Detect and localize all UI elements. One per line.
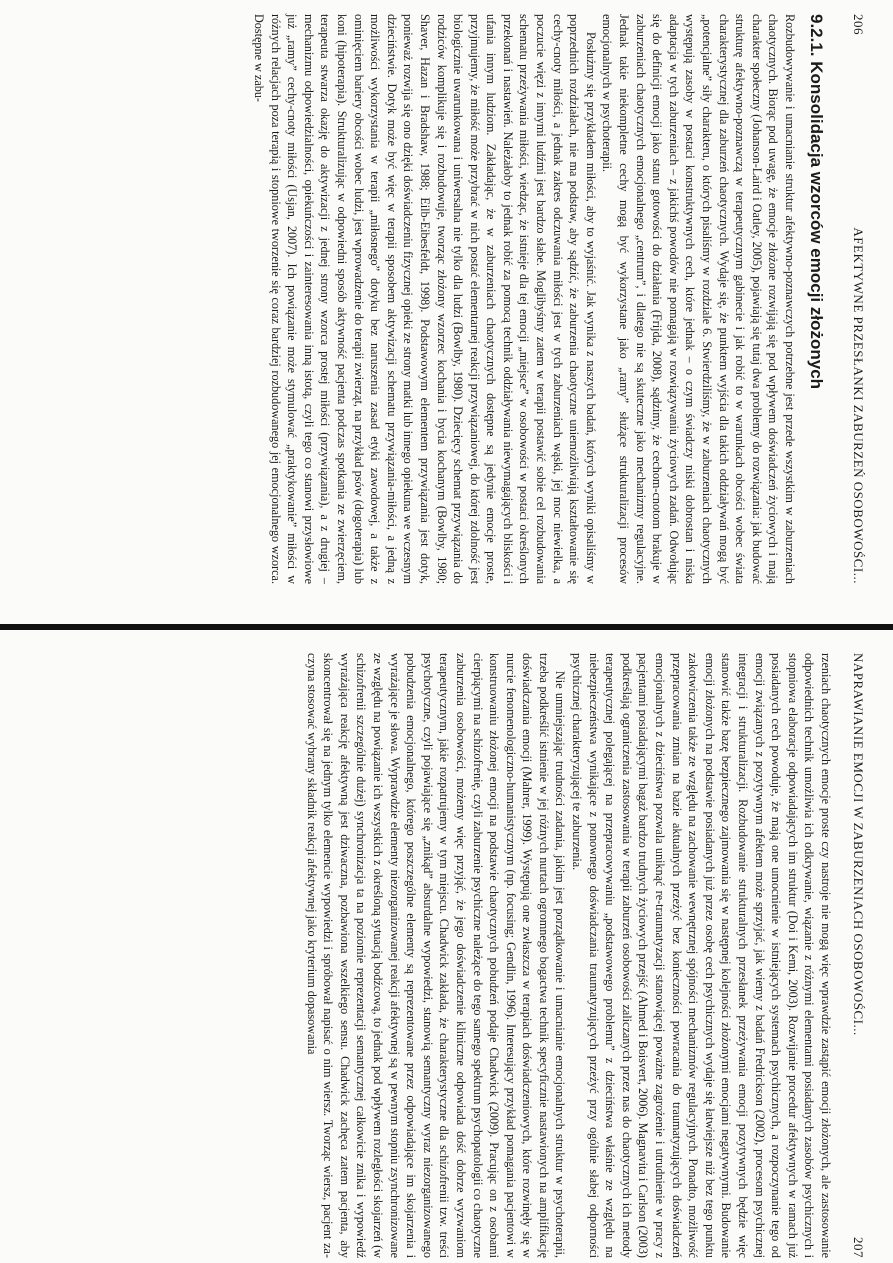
running-head-title: AFEKTYWNE PRZESŁANKI ZABURZEŃ OSOBOWOŚCI... [851,227,866,584]
body-text [250,14,798,584]
section-title: 9.2.1. Konsolidacja wzorców emocji złożonych [807,14,826,390]
page-207 [26,653,866,1258]
body-text [303,653,834,1258]
paragraph: rzeniach chaotycznych emocje proste czy nastroje nie mogą więc wprawdzie zastąpić emocji złożonych, ale zastosowanie odpowiednich technik umożliwia ich odkrywanie, wiązanie z różnymi elementami posiadanych zasobów psychicznych i stopniowa elaboracje odpowiadających im struktur (Doi i Kemi, 2003). Rozwijanie procedur afektywnych w ramach już posiadanych cech powoduje, że mają one umocnienie w istniejących systemach psychicznych, a rozpoczynanie tego od emocji związanych z pozytywnym afektem może sprzyjać, jak wiemy z badań Fredrickson (2002), procesom psychicznej integracji i strukturalizacji. Rozbudowanie strukturalnych przesłanek przeżywania emocji pozytywnych będzie więc stanowić także bazę bezpiecznego zajmowania się w następnej kolejności złożonymi emocjami negatywnymi. Budowanie emocji złożonych na podstawie posiadanych już przez osobę cech psychicznych wydaje się łatwiejsze niż bez tego punktu zakotwiczenia także ze względu na zachowanie wewnętrznej spójności mechanizmów regulacyjnych. Ponadto, możliwość przepracowania zmian na bazie aktualnych przeżyć bez konieczności powracania do traumatyzujących doświadczeń emocjonalnych z dzieciństwa pozwala uniknąć re-traumatyzacji stanowiącej poważne zagrożenie i utrudnienie w pracy z pacjentami posiadającymi bagaż bardzo trudnych życiowych przejść (Ahmed i Boisvert, 2006). Magnavita i Carlson (2003) podkreślają ograniczenia zastosowania w terapii zaburzeń osobowości zaliczanych przez nas do chaotycznych ich metody terapeutycznej polegającej na przepracowywaniu „podstawowego problemu” z dzieciństwa właśnie ze względu na niebezpieczeństwa wynikające z ponownego doświadczania traumatyzujących przeżyć przy ogólnie słabej odporności psychicznej charakteryzującej te zaburzenia. [570,653,833,1258]
page-number: 206 [851,14,866,35]
page-206 [26,14,866,584]
running-head [844,14,866,584]
running-head-title: NAPRAWIANIE EMOCJI W ZABURZENIACH OSOBOWOŚCI... [851,653,866,1036]
paragraph: Nie umniejszając trudności zadania, jakim jest porządkowanie i umacnianie emocjonalnych struktur w psychoterapii, trzeba podkreślić istnienie w jej różnych nurtach ogromnego bogactwa technik specyficznie nastawionych na amplifikację doświadczania emocji (Mahrer, 1999). Występują one zwłaszcza w terapiach doświadczeniowych, które rozwinęły się w nurcie fenomenologiczno-humanistycznym (np. focusing; Gendlin, 1996). Interesujący przykład pomagania pacjentowi w konstruowaniu złożonej emocji na podstawie chaotycznych pobudzeń podaje Chadwick (2009). Pracując on z osobami cierpiącymi na schizofrenię, czyli zaburzenie psychiczne należące do tego samego spektrum psychopatologii co chaotyczne zaburzenia osobowości, możemy więc przyjąć, że jego doświadczenie kliniczne odpowiada dość dobrze wyzwaniom terapeutycznym, jakie rozpatrujemy w tym miejscu. Chadwick zakłada, że charakterystyczne dla schizofrenii tzw. treści psychotyczne, czyli pojawiające się „znikąd” absurdalne wypowiedzi, stanowią semantyczny wyraz niezorganizowanego pobudzenia emocjonalnego, którego poszczególne elementy są reprezentowane przez odpowiadające im skojarzenia i wyrażające je słowa. Wyprawdzie elementy niezorganizowanej reakcji afektywnej są w pewnym stopniu zsynchronizowane ze względu na powiązanie ich wszystkich z określoną sytuacją bodźcową, to jednak pod wpływem rozległości skojarzeń (w schizofrenii szczególnie dużej) synchronizacja ta na poziomie reprezentacji semantycznej całkowicie znika i wypowiedź wyrażająca reakcję afektywną jest dziwaczna, pozbawiona wszelkiego sensu. Chadwick zachęca zatem pacjenta, aby skoncentrował się na jednym tylko elemencie wypowiedzi i spróbował napisać o nim wiersz. Tworząc wiersz, pacjent zaczyna stosować wybrany składnik reakcji afektywnej jako kryterium dopasowania [304,653,568,1258]
page-number: 207 [851,1237,866,1258]
paragraph: Posłużmy się przykładem miłości, aby to wyjaśnić. Jak wynika z naszych badań, których wyniki opisaliśmy w poprzednich rozdziałach, nie ma podstaw, aby sądzić, że zaburzenia chaotyczne uniemożliwiają kształtowanie się cechy-cnoty miłości, a jednak zakres odczuwania miłości jest w tych zaburzeniach wąski, jej moc niewielka, a poczucie więzi z innymi ludźmi jest bardzo słabe. Moglibyśmy zatem w terapii postawić sobie cel rozbudowania schematu przeżywania miłości, wiedząc, że istnieje dla tej emocji „miejsce” w osobowości w postaci określonych przekonań i nastawień. Należałoby to jednak robić za pomocą technik oddziaływania niewymagających bliskości i ufania innym ludziom. Zakładając, że w zaburzeniach chaotycznych dostępne są jedynie emocje proste, przyjmujemy, że miłość może przybrać w nich postać elementarnej reakcji przywiązaniowej, do której zdolność jest biologicznie uwarunkowana i uniwersalna nie tylko dla ludzi (Bowlby, 1980). Dziecięcy schemat przywiązania do rodziców komplikuje się i rozbudowuje, tworząc złożony wzorzec kochania i bycia kochanym (Bowlby, 1980; Shaver, Hazan i Bradshaw, 1988; Eilb-Eibesfeldt, 1998). Podstawowym elementem przywiązania jest dotyk, ponieważ rozwija się ono dzięki doświadczeniu fizycznej opieki ze strony matki lub innego opiekuna we wczesnym dzieciństwie. Dotyk może być więc w terapii sposobem aktywizacji schematu przywiązania-miłości, a jedną z możliwości wykorzystania w terapii „miłosnego” dotyku bez naruszenia zasad etyki zawodowej, a także z ominięciem bariery obcości wobec ludzi, jest wprowadzenie do terapii zwierząt, na przykład psów (dogoterapia) lub koni (hipoterapia). Strukturalizując w odpowiedni sposób aktywność pacjenta podczas spotkania ze zwierzęciem, terapeuta stwarza okazję do aktywizacji z jednej strony wzorca prostej miłości (przywiązania), a z drugiej – mechanizmu odpowiedzialności, opiekuńczości i zainteresowania inną istotą, czyli tego co stanowi przysłowiowe już „ramy” cechy-cnoty miłości (Usjan, 2007). Ich powiązanie może stymulować „praktykowanie” miłości w różnych relacjach poza terapią i stopniowe tworzenie się coraz bardziej rozbudowanego jej emocjonalnego wzorca. Dostępne w zabu- [252,14,598,584]
paragraph: Rozbudowywanie i umacnianie struktur afektywno-poznawczych potrzebne jest przede wszystkim w zaburzeniach chaotycznych. Biorąc pod uwagę, że emocje złożone rozwijają się pod wpływem doświadczeń życiowych i mają charakter społeczny (Johanson-Laird i Oatley, 2005), pojawiają się tutaj dwa problemy do rozwiązania: jak budować strukturę afektywno-poznawczą w terapeutycznym gabinecie i jak robić to w warunkach obcości wobec świata charakterystycznej dla zaburzeń chaotycznych. Wydaje się, że punktem wyjścia dla takich oddziaływań mogą być „potencjalne” siły charakteru, o których pisaliśmy w rozdziale 6. Stwierdziliśmy, że w zaburzeniach chaotycznych występują zasoby w postaci konstruktywnych cech, które jednak – o czym świadczy niski dobrostan i niska adaptacja w tych zaburzeniach – z jakichś powodów nie pomagają w rozwiązywaniu życiowych zadań. Odwołując się do definicji emocji jako stanu gotowości do działania (Frijda, 2008), sądzimy, że cechom-cnotom brakuje w zaburzeniach chaotycznych emocjonalnego „centrum”, i dlatego nie są skuteczne jako mechanizmy regulacyjne. Jednak takie niekompletne cechy mogą być wykorzystane jako „ramy” służące strukturalizacji procesów emocjonalnych w psychoterapii. [600,14,797,584]
running-head [844,653,866,1258]
page-divider [0,624,893,630]
